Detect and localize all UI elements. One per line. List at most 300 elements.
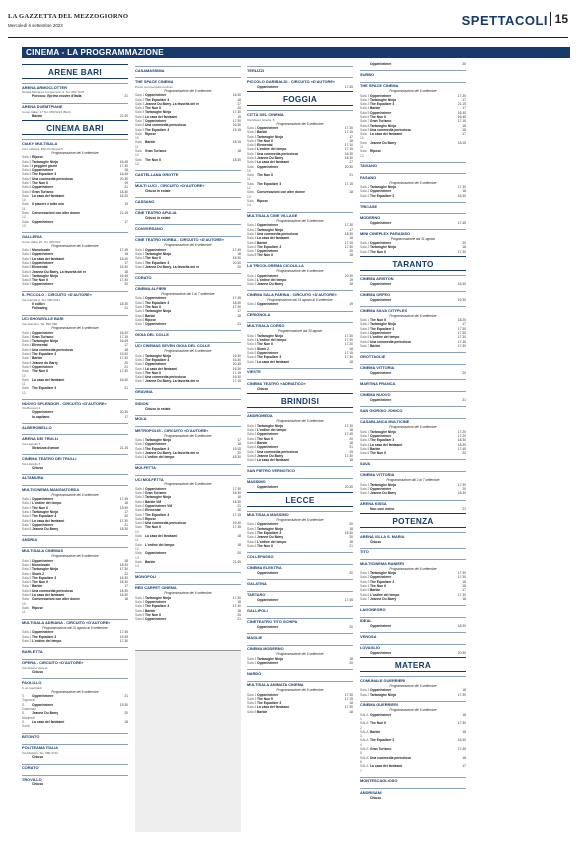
screen-label: Sala 2 (247, 696, 257, 701)
theater-name: GIOIA DEL COLLE (135, 330, 241, 337)
film-title: Una commedia pericolosa (257, 449, 298, 454)
screen-label: SALA 2 (360, 721, 369, 730)
showtime: 20.30 (344, 164, 353, 169)
film-title: La casa dei fantasmi (145, 366, 178, 371)
screening-row (135, 455, 241, 459)
film-title: Tartarughe Ninja (370, 123, 396, 128)
theater-name: SAN GIORGIO JONICO (360, 406, 466, 413)
film-title: L'ordine del tempo (145, 455, 175, 460)
film-title: The Equalizer 3 (370, 102, 395, 107)
screen-label: Sala 2 (22, 634, 32, 639)
theater-name: MOLFETTA (135, 464, 241, 471)
theater-name: MULTICINEMA MANGIATORDA (22, 485, 128, 492)
listing-column-3 (247, 62, 353, 832)
film-title: Jeanne Du Barry. La favorita del re (145, 379, 200, 384)
film-title: Oppenheimer (32, 168, 54, 173)
showtime: 17.30 (344, 338, 353, 343)
film-title: The Nun II (32, 181, 48, 185)
screen-label: Sala 7 (247, 449, 257, 454)
showtime: 20.30 (119, 410, 128, 415)
theater-name: MULTISALA CINE VILLAGE (247, 212, 353, 219)
screen-label: Sala 12 (135, 542, 142, 551)
screening-row (247, 661, 353, 665)
screen-label: Sala 10 (135, 525, 142, 534)
showtime: 20 (349, 249, 353, 254)
screen-label: Sala 6 (135, 508, 145, 513)
theater-address: Strada Mocarea Lungomare, 3. Tel. 080.7276 (22, 90, 85, 95)
film-title: Gran Turismo (370, 747, 392, 752)
screen-label: Sala 6 (247, 445, 257, 450)
film-title: L'ordine del tempo (32, 501, 62, 506)
showtime: 16.40 (119, 377, 128, 382)
screening-row (360, 371, 466, 375)
screening-row (135, 322, 241, 326)
screen-label: Sala 3 (247, 282, 257, 287)
city-heading: MATERA (360, 657, 466, 672)
film-title: Oppenheimer (370, 189, 392, 194)
theater-name: LA TRICOLOREMA CICOLILLA (247, 262, 353, 269)
showtime: 19 (124, 202, 128, 207)
theater-name: CINEMA SILVA CITYPLEX (360, 306, 466, 313)
showtime: 18.30 (119, 189, 128, 194)
film-title: La casa dei fantasmi (145, 114, 178, 119)
screen-label (360, 298, 370, 302)
screen-label: Sala 5 (135, 313, 145, 318)
showtime: 21 (462, 506, 466, 511)
theater-address: Parco commerciale Auchan (135, 84, 173, 89)
showtime: 17.45 (457, 220, 466, 225)
showtime: 16 (237, 508, 241, 513)
screen-label: Sala 9 (247, 160, 257, 165)
screening-row (135, 158, 241, 167)
film-title: Tartarughe Ninja (257, 526, 283, 531)
screen-label: Sala 7 (247, 151, 257, 156)
showtime: 18 (349, 346, 353, 351)
film-title: The Equalizer 3 (257, 355, 282, 360)
film-title: Barbie (32, 114, 43, 119)
film-title: Elemental (257, 143, 273, 148)
screen-label: Sala 1 (247, 333, 257, 338)
theater-name: IDEAL (360, 617, 466, 624)
film-title: Oppenheimer (257, 661, 279, 665)
screening-row (360, 796, 466, 800)
film-title: Oppenheimer (370, 651, 392, 656)
screen-label: Sala 3 (135, 305, 145, 309)
film-title: Oppenheimer (257, 445, 279, 450)
screening-row (360, 721, 466, 730)
film-title: Chiuso in estate (145, 189, 171, 194)
film-title: The Equalizer 3 (32, 352, 57, 357)
screen-label: Sala 5 (135, 504, 145, 508)
film-title: Gran Turismo (32, 189, 54, 194)
theater-name: TAVIANO (360, 162, 466, 169)
showtime: 17.30 (457, 93, 466, 98)
screen-label (360, 507, 370, 511)
showtime: 18 (349, 701, 353, 706)
screening-row (135, 551, 241, 560)
showtime: 17.30 (119, 567, 128, 572)
screen-label: Sala 5 (22, 265, 32, 270)
showtime: 20 (349, 522, 353, 527)
showtime: 17.15 (457, 119, 466, 124)
screening-row (247, 253, 353, 257)
screen-label: Sala 1 (360, 429, 370, 434)
film-title: Jeanne Du Barry (370, 140, 397, 145)
film-title: Oppenheimer (145, 296, 167, 301)
showtime: 17.30 (457, 331, 466, 335)
showtime: 17.30 (457, 343, 466, 348)
film-title: Oppenheimer (145, 322, 167, 327)
screen-label: Sala 3 (360, 102, 370, 107)
screening-row (135, 216, 241, 220)
film-title: La casa dei fantasmi (145, 534, 178, 539)
schedule-note: Programmazione dal 31 agosto (390, 236, 436, 241)
screen-label (22, 446, 32, 450)
screen-label: Sala 2 (360, 245, 370, 250)
showtime: 16.40 (119, 256, 128, 261)
film-title: Oppenheimer (257, 249, 279, 254)
showtime: 20 (349, 570, 353, 575)
showtime: 16.30 (344, 151, 353, 156)
screen-label: Sala 9 (22, 282, 32, 287)
screen-label: Sala 2 (135, 599, 145, 604)
showtime: 18 (237, 313, 241, 318)
film-title: Jeanne Du Barry (257, 453, 284, 458)
screen-label: Sala 8 (135, 516, 145, 521)
screen-label: Sala 8 (135, 123, 145, 128)
film-title: Ripose (370, 149, 381, 154)
film-title: La casa dei fantasmi (32, 518, 65, 523)
film-title: Tartarughe Ninja (145, 309, 171, 314)
screening-row (247, 485, 353, 489)
film-title: Oppenheimer (370, 575, 392, 580)
showtime: 17.30 (457, 335, 466, 340)
film-title: I peggiori giorni (32, 163, 57, 168)
showtime: 17.20 (457, 429, 466, 434)
theater-name: ALBEROBELLO (22, 423, 128, 430)
film-title: Chiuso (370, 795, 382, 800)
showtime: 20.30 (119, 176, 128, 181)
screening-row (360, 693, 466, 697)
showtime: 17.15 (344, 350, 353, 355)
page-number: 15 (550, 12, 568, 26)
film-title: The Nun II (32, 369, 48, 374)
schedule-note: Programmazione dal 1 al 7 settembre (161, 292, 215, 296)
screen-label: Sala 4 (22, 571, 32, 576)
screening-row (22, 527, 128, 531)
showtime: 18.30 (119, 588, 128, 593)
screen-label: Sala 1 (247, 223, 257, 228)
film-title: Conversazioni con altre donne (32, 597, 80, 602)
city-heading: POTENZA (360, 513, 466, 528)
showtime: 18 (124, 347, 128, 352)
screen-label: Sala 4 (247, 436, 257, 441)
screen-label: Sala 4 (135, 309, 145, 314)
film-title: Tartarughe Ninja (145, 495, 171, 500)
film-title: The Nun II (145, 256, 161, 261)
showtime: 17.30 (457, 575, 466, 580)
film-title: Oppenheimer (257, 485, 279, 490)
film-title: Barbie (32, 356, 43, 361)
film-title: Una commedia pericolosa (370, 755, 411, 760)
showtime: 21 (349, 445, 353, 450)
theater-name: ANDROMEDA (247, 412, 353, 419)
film-title: Following (32, 306, 48, 311)
showtime: 18 (462, 127, 466, 132)
showtime: 21.15 (457, 102, 466, 107)
film-title: Una commedia pericolosa (32, 176, 73, 181)
screen-label (360, 796, 370, 800)
film-title: Jeanne Du Barry (257, 156, 284, 160)
showtime: 17.30 (119, 369, 128, 374)
screen-label: Sala 2 (135, 97, 145, 102)
screening-row (360, 250, 466, 254)
film-title: Oppenheimer (32, 252, 54, 257)
screen-label: Sala 6 (135, 375, 145, 380)
screen-label: Sala 10 (360, 132, 367, 141)
city-heading: LECCE (247, 492, 353, 507)
film-title: Una commedia pericolosa (257, 151, 298, 156)
screen-label: Sala 7 (360, 119, 370, 124)
film-title: Conversazioni con altre donne (257, 190, 305, 195)
showtime: 17.15 (232, 379, 241, 384)
film-title: Barbie (145, 140, 156, 145)
screen-label: Sala 3 (247, 432, 257, 437)
film-title: Oppenheimer (257, 598, 279, 603)
showtime: 17 (349, 160, 353, 165)
film-title: The Equalizer 3 (370, 438, 395, 443)
film-title: The Nun II (32, 278, 48, 283)
film-title: Oppenheimer (32, 219, 54, 224)
screen-label: Sala 7 (22, 522, 32, 527)
showtime: 18 (124, 597, 128, 602)
screen-label (22, 466, 32, 470)
film-title: Oppenheimer (257, 350, 279, 355)
showtime: 17.10 (344, 143, 353, 148)
screen-label: Sala 12 (360, 149, 367, 158)
screen-label: Sala 6 (135, 114, 145, 119)
screening-row (360, 540, 466, 544)
screen-label: Sala 5 (360, 588, 370, 593)
showtime: 18.30 (457, 442, 466, 447)
screen-label: Sala 3 (360, 249, 370, 254)
film-title: Barbie (257, 440, 268, 445)
showtime: 20 (237, 612, 241, 617)
theater-name: CINEMA ORFEO (360, 291, 466, 298)
showtime: 18 (349, 526, 353, 531)
theater-name: CINEMA SALA FARINA - CIRCUITO «D'AUTORE» (247, 290, 353, 297)
theater-address: Via Mazzini. Tel. 080.3712 (22, 751, 59, 756)
showtime: 17.30 (344, 125, 353, 130)
showtime: 16.30 (232, 375, 241, 380)
showtime: 18.30 (119, 302, 128, 307)
screen-label: S. Manfredi (22, 711, 35, 720)
film-title: Tartarughe Ninja (257, 656, 283, 661)
film-title: The Nun II (257, 436, 273, 441)
showtime: 17 (124, 414, 128, 419)
theater-name: OPERA - CIRCUITO «D'AUTORE» (22, 659, 128, 666)
film-title: The Equalizer 3 (145, 97, 170, 102)
film-title: Oppenheimer (370, 624, 392, 629)
film-title: The Nun II (145, 106, 161, 111)
schedule-note: Programmazione del 6 settembre (164, 433, 212, 438)
screen-label: Sala 2 (247, 227, 257, 232)
showtime: 17 (124, 343, 128, 348)
film-title: L'ordine del tempo (145, 542, 175, 547)
theater-name: CITTÀ DEL CINEMA (247, 110, 353, 117)
theater-name: CORATO (135, 273, 241, 280)
screen-label: Sala 1 (135, 93, 145, 98)
screen-label: Sala 7 (22, 181, 32, 185)
screen-label: Sala 1 (247, 692, 257, 697)
showtime: 17.30 (344, 333, 353, 338)
screen-label: Sala 10 (22, 597, 29, 606)
film-title: Tartarughe Ninja (145, 595, 171, 600)
theater-name: BITONTO (22, 733, 128, 740)
screen-label: Sala 2 (22, 334, 32, 339)
showtime: 18 (349, 440, 353, 445)
showtime: 17.35 (232, 525, 241, 530)
screen-label: Sala 10 (22, 193, 29, 203)
screening-row (135, 407, 241, 411)
screen-label: Sala 1 (135, 486, 145, 491)
schedule-note: Programmazione del 6 settembre (51, 326, 99, 331)
schedule-note: Programmazione del 6 settembre (276, 517, 324, 522)
showtime: 18.30 (232, 157, 241, 162)
film-title: The Equalizer 3 (145, 127, 170, 132)
film-title: Gran Turismo (32, 334, 54, 339)
showtime: 19.30 (119, 352, 128, 357)
showtime: 16.20 (119, 193, 128, 198)
screen-label (247, 571, 257, 575)
schedule-note: Programmazione dal 2 al 7 settembre (386, 478, 440, 483)
screening-row (22, 282, 128, 286)
listing-column-4 (360, 62, 466, 832)
film-title: The Equalizer 3 (370, 738, 395, 743)
showtime: 17.30 (232, 110, 241, 115)
screen-label (247, 625, 257, 629)
screen-label: Sala 4 (135, 260, 145, 265)
screen-label: Sala 4 (247, 346, 257, 351)
screen-label (360, 624, 370, 628)
showtime: 21 (124, 386, 128, 391)
showtime: 16.45 (119, 159, 128, 164)
screen-label: Sala 8 (360, 123, 370, 128)
showtime: 17 (462, 764, 466, 769)
showtime: 18.20 (457, 318, 466, 323)
showtime: 20 (124, 514, 128, 519)
screen-label: Sala 14 (135, 559, 142, 569)
schedule-note: Programmazione dal 31 agosto al 6 settembre (42, 625, 108, 630)
screen-label: Sala 9 (247, 458, 257, 463)
screen-label: Sala 9 (22, 364, 32, 369)
showtime: 16.30 (232, 366, 241, 371)
film-title: The Nun II (257, 173, 273, 178)
screen-label: Sala 1 (22, 558, 32, 563)
film-title: Oppenheimer (370, 486, 392, 491)
theater-name: MINI CINEPLEX PARADISO (360, 229, 466, 236)
showtime: 18.30 (457, 193, 466, 198)
film-title: Oppenheimer (32, 185, 54, 190)
theater-address: Via Lippolis 5 (22, 461, 41, 466)
film-title: Oppenheimer (257, 273, 279, 278)
screen-label: Sala 6 (22, 176, 32, 181)
showtime: 18 (462, 688, 466, 693)
showtime: 17.30 (457, 692, 466, 697)
showtime: 21 (237, 504, 241, 508)
showtime: 21 (124, 694, 128, 699)
schedule-note: Programmazione del 6 settembre (51, 150, 99, 155)
screening-row (135, 189, 241, 193)
showtime: 18.30 (232, 499, 241, 504)
film-title: Oppenheimer (145, 486, 167, 491)
showtime: 17.30 (457, 185, 466, 190)
screening-row (22, 94, 128, 98)
screen-label: Sala 3 (247, 231, 257, 236)
showtime: 17.15 (344, 240, 353, 245)
screen-label: Sala 2 (135, 491, 145, 496)
showtime: 20 (462, 451, 466, 456)
showtime: 17.15 (119, 334, 128, 339)
showtime: 17 (462, 588, 466, 593)
film-title: Shark 2 (257, 346, 269, 351)
showtime: 17 (237, 101, 241, 106)
screen-label: Sala 5 (135, 455, 145, 460)
screen-label: Sala 2 (360, 433, 370, 438)
theater-name: SURBO (360, 70, 466, 77)
screen-label: Sala 5 (247, 143, 257, 148)
film-title: The Nun II (32, 580, 48, 585)
screen-label: SALA 1 (360, 712, 369, 721)
city-heading: ARENE BARI (22, 64, 128, 79)
showtime: 20 (237, 451, 241, 455)
showtime: 20 (462, 62, 466, 66)
film-title: Una commedia pericolosa (145, 375, 186, 380)
film-title: The Nun II (370, 721, 386, 726)
showtime: 20 (237, 551, 241, 556)
showtime: 16.30 (119, 265, 128, 270)
showtime: 21 (124, 522, 128, 527)
showtime: 21.15 (119, 445, 128, 450)
showtime: 17.30 (344, 223, 353, 228)
showtime: 17.45 (457, 446, 466, 451)
film-title: Chiuso in estate (145, 216, 171, 221)
showtime: 17.30 (457, 721, 466, 726)
film-title: Oppenheimer (32, 410, 54, 415)
film-title: The Equalizer 3 (32, 575, 57, 580)
film-title: Jeanne Du Barry (370, 491, 397, 496)
screen-label: Sala 4 (22, 168, 32, 173)
screen-label: Sala 3 (360, 193, 370, 198)
screen-label: Sala 7 (135, 512, 145, 517)
showtime: 18.30 (119, 562, 128, 567)
film-title: The Nun II (370, 584, 386, 589)
screening-row (22, 446, 128, 450)
film-title: Oppenheimer (32, 558, 54, 563)
film-title: Tartarughe Ninja (32, 567, 58, 572)
screen-label: Sala 1 (135, 247, 145, 252)
film-title: Oppenheimer (257, 84, 279, 89)
film-title: Oppenheimer VM (145, 504, 173, 508)
theater-name: CINE TEATRO NORBA - CIRCUITO «D'AUTORE» (135, 236, 241, 243)
showtime: 19.15 (232, 446, 241, 451)
screen-label: Sala 5 (247, 240, 257, 245)
showtime: 17 (124, 260, 128, 265)
showtime: 18.30 (232, 491, 241, 496)
film-title: The Equalizer 3 (145, 446, 170, 451)
showtime: 18 (349, 236, 353, 241)
screen-label: Sala 2 (360, 575, 370, 580)
